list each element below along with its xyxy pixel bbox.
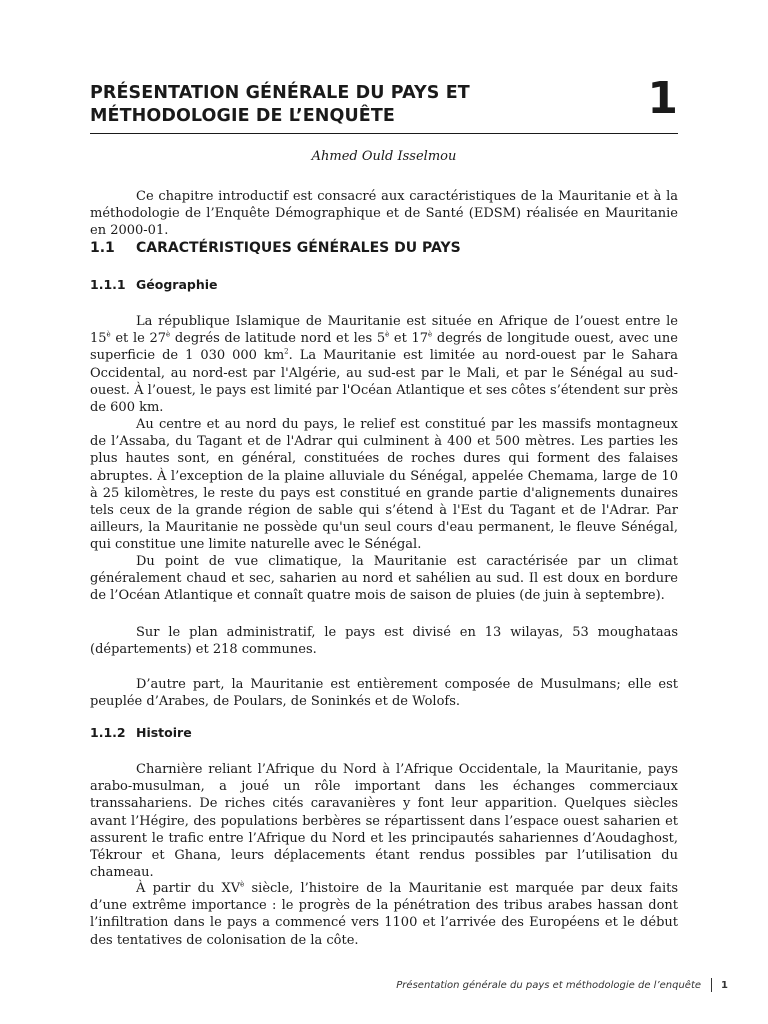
geographie-body bbox=[90, 676, 678, 710]
chapter-number: 1 bbox=[647, 73, 678, 124]
chapter-title-line-1: PRÉSENTATION GÉNÉRALE DU PAYS ET bbox=[90, 83, 470, 103]
paragraph: Charnière reliant l’Afrique du Nord à l’Afrique Occidentale, la Mauritanie, pays arabo-musulman, a joué un rôle important dans les échanges commerciaux transsahariens. De riches cités caravanières y font leur apparition. Quelques siècles avant l’Hégire, des populations berbères se répartissent dans l’espace ouest saharien et assurent le trafic entre l’Afrique du Nord et les principautés sahariennes d’Aoudaghost, Tékrour et Ghana, leurs déplacements étant rendus possibles par l’utilisation du chameau. bbox=[90, 762, 678, 881]
subsection-title: Histoire bbox=[136, 725, 192, 740]
chapter-title bbox=[90, 82, 470, 128]
section-number: 1.1 bbox=[90, 240, 115, 256]
header-rule bbox=[90, 133, 678, 134]
geographie-body bbox=[90, 624, 678, 658]
intro-text: Ce chapitre introductif est consacré aux caractéristiques de la Mauritanie et à la méthodologie de l’Enquête Démographique et de Santé (EDSM) réalisée en Mauritanie en 2000-01. bbox=[90, 189, 678, 239]
running-title: Présentation générale du pays et méthodologie de l’enquête bbox=[396, 979, 702, 991]
text-run: La république Islamique de Mauritanie est située en Afrique de l’ouest entre le 15 bbox=[90, 314, 678, 347]
paragraph bbox=[90, 313, 678, 416]
subsection-number: 1.1.2 bbox=[90, 725, 126, 740]
subsection-heading-geographie bbox=[90, 277, 217, 292]
paragraph: Au centre et au nord du pays, le relief est constitué par les massifs montagneux de l’Assaba, du Tagant et de l'Adrar qui culminent à 400 et 500 mètres. Les parties les plus hautes sont, en général, constituées de roches dures qui forment des falaises abruptes. À l’exception de la plaine alluviale du Sénégal, appelée Chemama, large de 10 à 25 kilomètres, le reste du pays est constitué en grande partie d'alignements dunaires tels ceux de la grande région de sable qui s’étend à l'Est du Tagant et de l'Adrar. Par ailleurs, la Mauritanie ne possède qu'un seul cours d'eau permanent, le fleuve Sénégal, qui constitue une limite naturelle avec le Sénégal. bbox=[90, 417, 678, 553]
chapter-title-line-2: MÉTHODOLOGIE DE L’ENQUÊTE bbox=[90, 106, 395, 126]
intro-paragraph bbox=[90, 188, 678, 240]
geographie-body bbox=[90, 416, 678, 554]
subsection-title: Géographie bbox=[136, 277, 218, 292]
geographie-body bbox=[90, 313, 678, 416]
text-run: degrés de latitude nord et les 5 bbox=[170, 331, 386, 347]
superscript: 2 bbox=[284, 348, 289, 357]
superscript: è bbox=[240, 880, 245, 889]
paragraph: D’autre part, la Mauritanie est entièrement composée de Musulmans; elle est peuplée d’Arabes, de Poulars, de Soninkés et de Wolofs. bbox=[90, 677, 678, 710]
histoire-body bbox=[90, 761, 678, 881]
paragraph: Du point de vue climatique, la Mauritanie est caractérisée par un climat généralement chaud et sec, saharien au nord et sahélien au sud. Il est doux en bordure de l’Océan Atlantique et connaît quatre mois de saison de pluies (de juin à septembre). bbox=[90, 554, 678, 604]
geographie-body bbox=[90, 553, 678, 605]
superscript: è bbox=[385, 330, 390, 339]
text-run: . La Mauritanie est limitée au nord-ouest par le Sahara Occidental, au nord-est par l'Algérie, au sud-est par le Mali, et par le Sénégal au sud-ouest. À l’ouest, le pays est limité par l'Océan Atlantique et ses côtes s’étendent sur près de 600 km. bbox=[90, 348, 678, 416]
paragraph bbox=[90, 880, 678, 949]
text-run: et 17 bbox=[389, 331, 429, 347]
subsection-heading-histoire bbox=[90, 725, 192, 740]
histoire-body bbox=[90, 880, 678, 949]
page-footer bbox=[396, 978, 728, 992]
footer-divider bbox=[711, 978, 712, 992]
superscript: è bbox=[106, 330, 111, 339]
subsection-number: 1.1.1 bbox=[90, 277, 126, 292]
superscript: è bbox=[166, 330, 171, 339]
page-number: 1 bbox=[721, 979, 728, 991]
text-run: À partir du XV bbox=[136, 881, 241, 896]
text-run: degrés de longitude ouest, avec une superficie de 1 030 000 km bbox=[90, 331, 678, 364]
text-run: siècle, l’histoire de la Mauritanie est marquée par deux faits d’une extrême importance : le progrès de la pénétration des tribus arabes hassan dont l’infiltration dans le pays a commencé vers 1100 et l’arrivée des Européens et le début des tentatives de colonisation de la côte. bbox=[90, 881, 678, 948]
paragraph: Sur le plan administratif, le pays est divisé en 13 wilayas, 53 moughataas (départements) et 218 communes. bbox=[90, 625, 678, 658]
chapter-header bbox=[90, 73, 678, 132]
section-title: CARACTÉRISTIQUES GÉNÉRALES DU PAYS bbox=[136, 240, 461, 256]
section-heading-1-1 bbox=[90, 240, 461, 256]
superscript: è bbox=[428, 330, 433, 339]
text-run: et le 27 bbox=[110, 331, 167, 347]
author-name: Ahmed Ould Isselmou bbox=[311, 149, 457, 164]
